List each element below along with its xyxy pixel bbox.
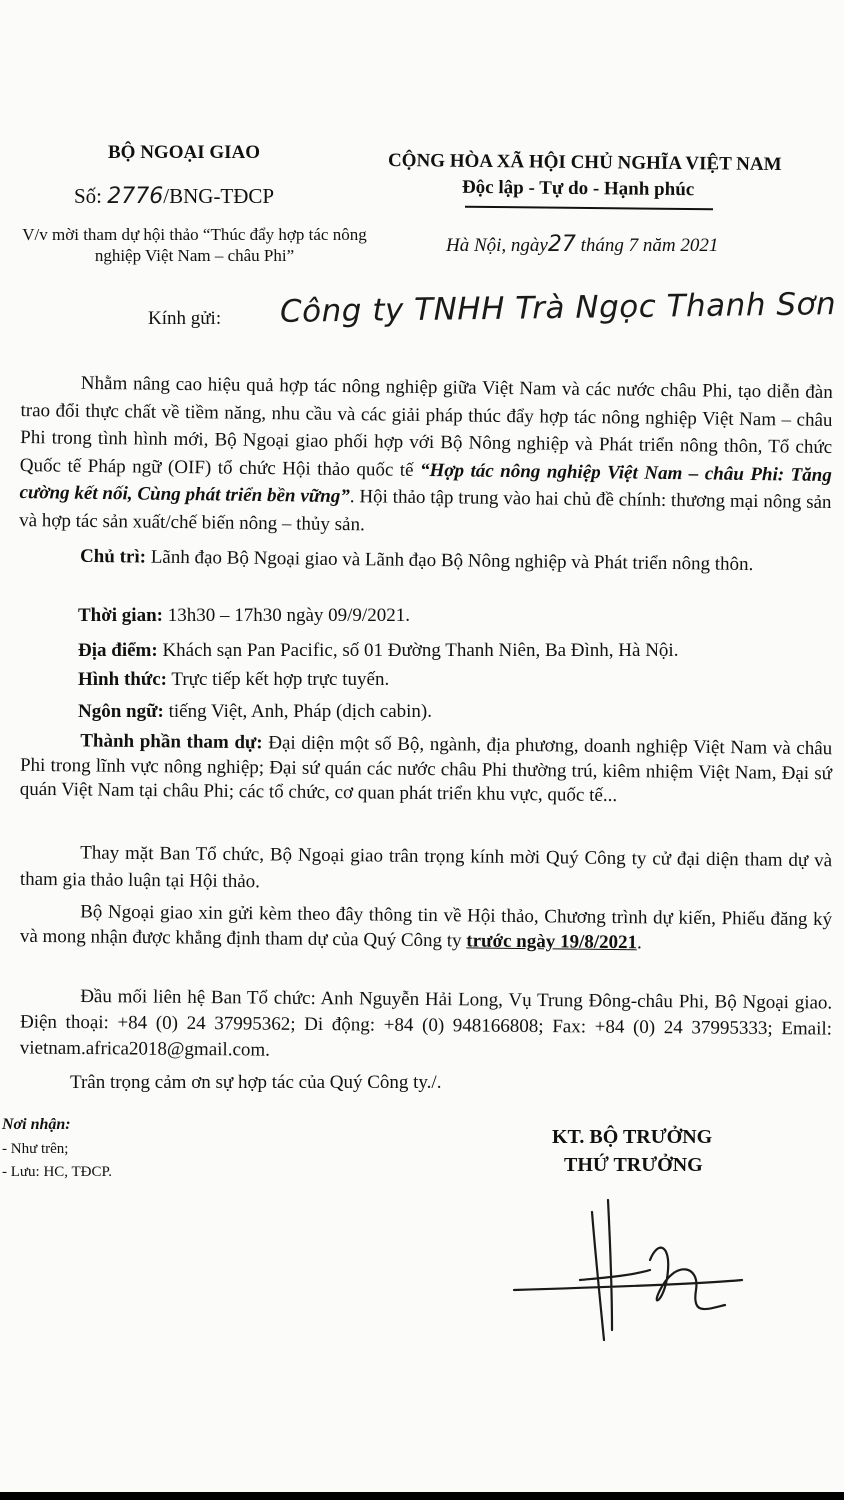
- date-day: 27: [547, 232, 576, 257]
- format-label: Hình thức:: [78, 669, 167, 690]
- intro-text-end: . Hội thảo tập trung vào hai chủ đề chính: thương mại nông sản và hợp tác sản xuất/chế biến nông – thủy sản.: [19, 486, 832, 535]
- invitation-paragraph: Thay mặt Ban Tổ chức, Bộ Ngoại giao trân trọng kính mời Quý Công ty cử đại diện tham dự và tham gia thảo luận tại Hội thảo.: [19, 842, 833, 893]
- attachment-end: .: [636, 932, 642, 954]
- time-field: [78, 605, 410, 627]
- deadline: trước ngày 19/8/2021: [466, 930, 638, 954]
- signature: [500, 1190, 760, 1360]
- time-value: 13h30 – 17h30 ngày 09/9/2021.: [162, 605, 410, 626]
- date-suffix: tháng 7 năm 2021: [580, 235, 719, 256]
- format-field: [78, 669, 389, 691]
- chair-text: Lãnh đạo Bộ Ngoại giao và Lãnh đạo Bộ Nông nghiệp và Phát triển nông thôn.: [145, 546, 754, 575]
- recipients-item: - Như trên;: [2, 1141, 69, 1157]
- date-prefix: Hà Nội, ngày: [446, 235, 548, 256]
- chair-label: Chủ trì:: [79, 545, 147, 568]
- document-number: [74, 184, 274, 209]
- subject-line: V/v mời tham dự hội thảo “Thúc đẩy hợp tác nông nghiệp Việt Nam – châu Phi”: [22, 225, 367, 265]
- number-value: 2776: [107, 184, 164, 209]
- ministry-name: BỘ NGOẠI GIAO: [108, 142, 261, 163]
- time-label: Thời gian:: [78, 605, 163, 626]
- issue-date: [446, 232, 718, 257]
- country-name: CỘNG HÒA XÃ HỘI CHỦ NGHĨA VIỆT NAM: [387, 149, 782, 176]
- participants-text: Đại diện một số Bộ, ngành, địa phương, doanh nghiệp Việt Nam và châu Phi trong lĩnh vực nông nghiệp; Đại sứ quán các nước châu Phi thường trú, kiêm nhiệm Việt Nam, Đại sứ quán Việt Nam tại châu Phi; các tổ chức, cơ quan phát triển khu vực, quốc tế...: [19, 732, 833, 807]
- national-motto: Độc lập - Tự do - Hạnh phúc: [461, 176, 695, 201]
- thanks-line: Trân trọng cảm ơn sự hợp tác của Quý Công ty./.: [70, 1072, 442, 1093]
- chair-paragraph: [20, 543, 832, 579]
- intro-paragraph: [19, 369, 833, 544]
- format-value: Trực tiếp kết hợp trực tuyến.: [167, 669, 390, 690]
- language-value: tiếng Việt, Anh, Pháp (dịch cabin).: [163, 701, 432, 722]
- recipients-item: - Lưu: HC, TĐCP.: [2, 1164, 112, 1180]
- attachment-paragraph: [20, 899, 832, 958]
- recipient-name: Công ty TNHH Trà Ngọc Thanh Sơn: [279, 286, 837, 330]
- motto-underline: [465, 206, 713, 211]
- place-label: Địa điểm:: [78, 640, 158, 661]
- language-label: Ngôn ngữ:: [78, 701, 164, 722]
- number-prefix: Số:: [74, 184, 103, 208]
- contact-paragraph: Đầu mối liên hệ Ban Tổ chức: Anh Nguyễn Hải Long, Vụ Trung Đông-châu Phi, Bộ Ngoại giao. Điện thoại: +84 (0) 24 37995362; Di động: +84 (0) 948166808; Fax: +84 (0) 24 37995333; Email: vietnam.africa2018@gmail.com.: [19, 985, 833, 1061]
- place-field: [78, 640, 678, 662]
- recipient-label: Kính gửi:: [148, 308, 222, 329]
- place-value: Khách sạn Pan Pacific, số 01 Đường Thanh Niên, Ba Đình, Hà Nội.: [157, 640, 679, 661]
- signer-title: KT. BỘ TRƯỞNG: [552, 1126, 713, 1148]
- number-suffix: /BNG-TĐCP: [163, 184, 275, 208]
- participants-paragraph: [20, 729, 833, 811]
- participants-label: Thành phần tham dự:: [80, 730, 263, 754]
- attachment-text: Bộ Ngoại giao xin gửi kèm theo đây thông tin về Hội thảo, Chương trình dự kiến, Phiếu đăng ký và mong nhận được khẳng định tham dự của Quý Công ty: [19, 901, 833, 952]
- signer-subtitle: THỨ TRƯỞNG: [564, 1154, 703, 1176]
- intro-text: Nhằm nâng cao hiệu quả hợp tác nông nghiệp giữa Việt Nam và các nước châu Phi, tạo diễn đàn trao đổi thực chất về tiềm năng, nhu cầu và các giải pháp thúc đẩy hợp tác nông nghiệp Việt Nam – châu Phi trong tình hình mới, Bộ Ngoại giao phối hợp với Bộ Nông nghiệp và Phát triển nông thôn, Tổ chức Quốc tế Pháp ngữ (OIF) tổ chức Hội thảo quốc tế: [19, 372, 833, 481]
- workshop-title: “Hợp tác nông nghiệp Việt Nam – châu Phi: Tăng cường kết nối, Cùng phát triển bền vững”: [19, 459, 832, 508]
- recipients-title: Nơi nhận:: [2, 1116, 71, 1133]
- language-field: [78, 701, 432, 723]
